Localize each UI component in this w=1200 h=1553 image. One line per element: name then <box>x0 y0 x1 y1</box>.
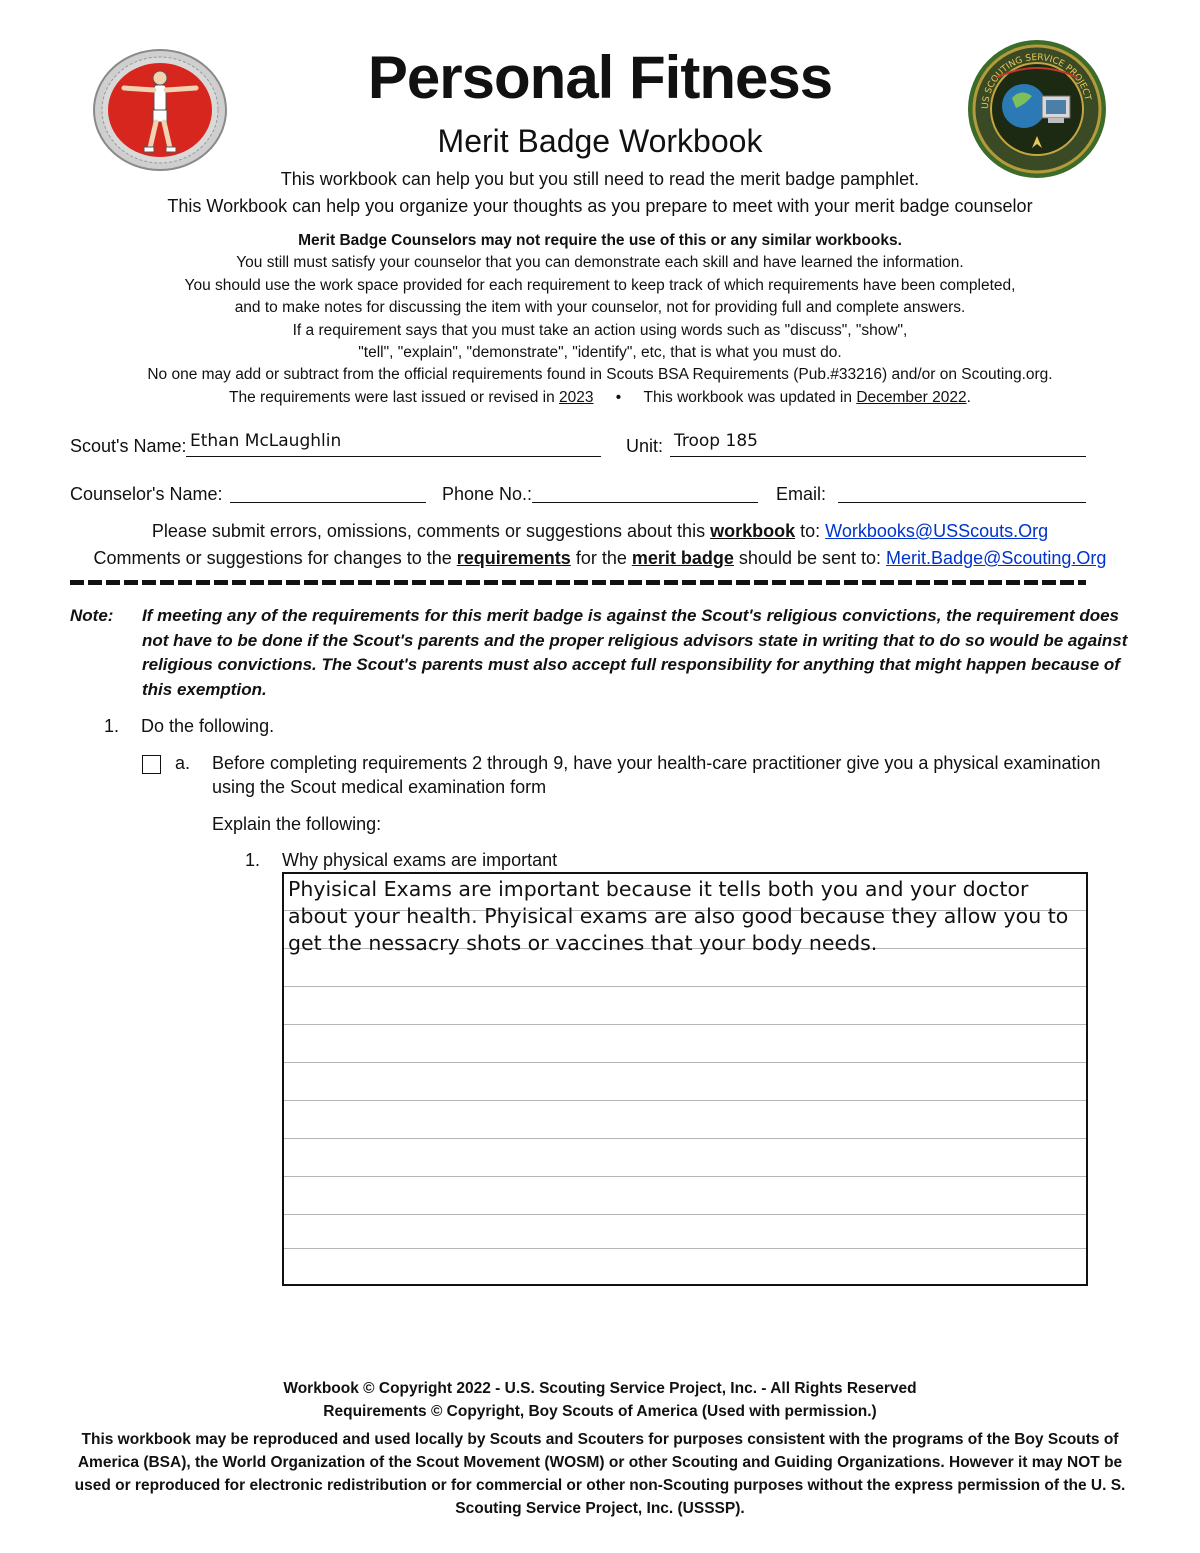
notice-line: No one may add or subtract from the official requirements found in Scouts BSA Requirements (Pub.#33216) and/or on Scouting.org. <box>147 366 1053 384</box>
phone-label: Phone No.: <box>442 484 533 504</box>
sub-1-number: 1. <box>245 850 261 870</box>
ruled-line <box>284 1062 1086 1063</box>
submit-text: should be sent to: <box>738 548 882 568</box>
answer-textarea[interactable] <box>282 872 1088 1286</box>
intro-line-1: This workbook can help you but you still need to read the merit badge pamphlet. <box>280 169 920 189</box>
req-1-text: Do the following. <box>141 716 275 736</box>
submit-text: for the <box>575 548 627 568</box>
legal-notice: This workbook may be reproduced and used locally by Scouts and Scouters for purposes consistent with the programs of the Boy Scouts of America (BSA), the World Organization of the Scout Movement (WOSM) or other Scouting and Guiding Organizations. However it may NOT be used or reproduced for electronic redistribution or for commercial or other non-Scouting purposes without the express permission of the U. S. Scouting Service Project, Inc. (USSSP). <box>74 1431 1126 1517</box>
notice-line: "tell", "explain", "demonstrate", "identify", etc, that is what you must do. <box>358 344 842 362</box>
issued-prefix: The requirements were last issued or revised in <box>229 388 555 406</box>
req-1a-line: using the Scout medical examination form <box>212 777 547 797</box>
scout-name-underline <box>186 456 601 457</box>
scout-name-label: Scout's Name: <box>70 436 187 456</box>
note-text: If meeting any of the requirements for this merit badge is against the Scout's religious convictions, the requirement does not have to be done if the Scout's parents and the proper religious advisors state in writing that to do so would be against religious convictions. The Scout's parents must also accept full responsibility for anything that might happen because of this exemption. <box>142 606 1128 699</box>
unit-field[interactable]: Troop 185 <box>674 431 758 451</box>
page-title: Personal Fitness <box>367 44 833 111</box>
req-1a-letter: a. <box>175 753 191 773</box>
issued-year: 2023 <box>559 388 594 406</box>
updated-date: December 2022 <box>856 388 967 406</box>
ruled-line <box>284 1248 1086 1249</box>
merit-badge-email-link[interactable]: Merit.Badge@Scouting.Org <box>886 548 1107 568</box>
ruled-line <box>284 1024 1086 1025</box>
counselor-notice <box>0 230 1200 409</box>
intro-line-2: This Workbook can help you organize your thoughts as you prepare to meet with your merit badge counselor <box>167 196 1033 216</box>
dashed-divider <box>70 580 1086 585</box>
ruled-line <box>284 1138 1086 1139</box>
bullet: • <box>615 388 622 406</box>
submit-to: to: <box>800 521 821 541</box>
scout-name-field[interactable]: Ethan McLaughlin <box>190 431 342 451</box>
unit-label: Unit: <box>626 436 664 456</box>
ruled-line <box>284 1100 1086 1101</box>
updated-suffix: . <box>966 388 971 406</box>
email-field[interactable] <box>838 502 1086 503</box>
req-1a-checkbox[interactable] <box>142 755 161 774</box>
notice-bold-line: Merit Badge Counselors may not require the use of this or any similar workbooks. <box>298 232 902 249</box>
explain-heading: Explain the following: <box>212 814 382 834</box>
svg-text:US SCOUTING SERVICE PROJECT: US SCOUTING SERVICE PROJECT <box>980 52 1093 110</box>
ruled-line <box>284 1176 1086 1177</box>
copyright-line-2: Requirements © Copyright, Boy Scouts of America (Used with permission.) <box>323 1403 877 1420</box>
notice-line: If a requirement says that you must take an action using words such as "discuss", "show", <box>292 321 908 339</box>
workbook-emphasis: workbook <box>710 521 796 541</box>
notice-line: You should use the work space provided for each requirement to keep track of which requirements have been completed, <box>184 276 1016 294</box>
phone-field[interactable] <box>532 502 758 503</box>
notice-line: and to make notes for discussing the item with your counselor, not for providing full and complete answers. <box>234 299 966 317</box>
revision-line <box>0 387 1200 409</box>
merit-badge-emphasis: merit badge <box>631 548 734 568</box>
page-subtitle: Merit Badge Workbook <box>437 123 763 159</box>
submit-text: Comments or suggestions for changes to the <box>93 548 452 568</box>
ruled-line <box>284 986 1086 987</box>
unit-underline <box>670 456 1086 457</box>
updated-prefix: This workbook was updated in <box>643 388 853 406</box>
req-1a-text <box>212 751 1112 799</box>
requirements-emphasis: requirements <box>456 548 571 568</box>
note-label: Note: <box>70 606 114 625</box>
religious-note <box>70 604 1130 702</box>
req-1a-line: Before completing requirements 2 through 9, have your health-care practitioner give you a physical examination <box>212 753 1101 773</box>
submit-line-2 <box>0 545 1200 571</box>
email-label: Email: <box>776 484 827 504</box>
submit-line-1 <box>0 518 1200 544</box>
submit-text: Please submit errors, omissions, comments or suggestions about this <box>151 521 706 541</box>
counselor-name-label: Counselor's Name: <box>70 484 223 504</box>
workbooks-email-link[interactable]: Workbooks@USScouts.Org <box>825 521 1049 541</box>
sub-1-text: Why physical exams are important <box>282 850 558 870</box>
copyright-line-1: Workbook © Copyright 2022 - U.S. Scouting Service Project, Inc. - All Rights Reserved <box>283 1380 917 1397</box>
counselor-name-field[interactable] <box>230 502 426 503</box>
req-1-number: 1. <box>104 716 120 736</box>
answer-text: Phyisical Exams are important because it tells both you and your doctor about your health. Phyisical exams are also good because they allow you to get the nessacry shots or vaccines that your body needs. <box>288 877 1069 955</box>
notice-line: You still must satisfy your counselor that you can demonstrate each skill and have learned the information. <box>236 254 964 272</box>
ruled-line <box>284 1214 1086 1215</box>
